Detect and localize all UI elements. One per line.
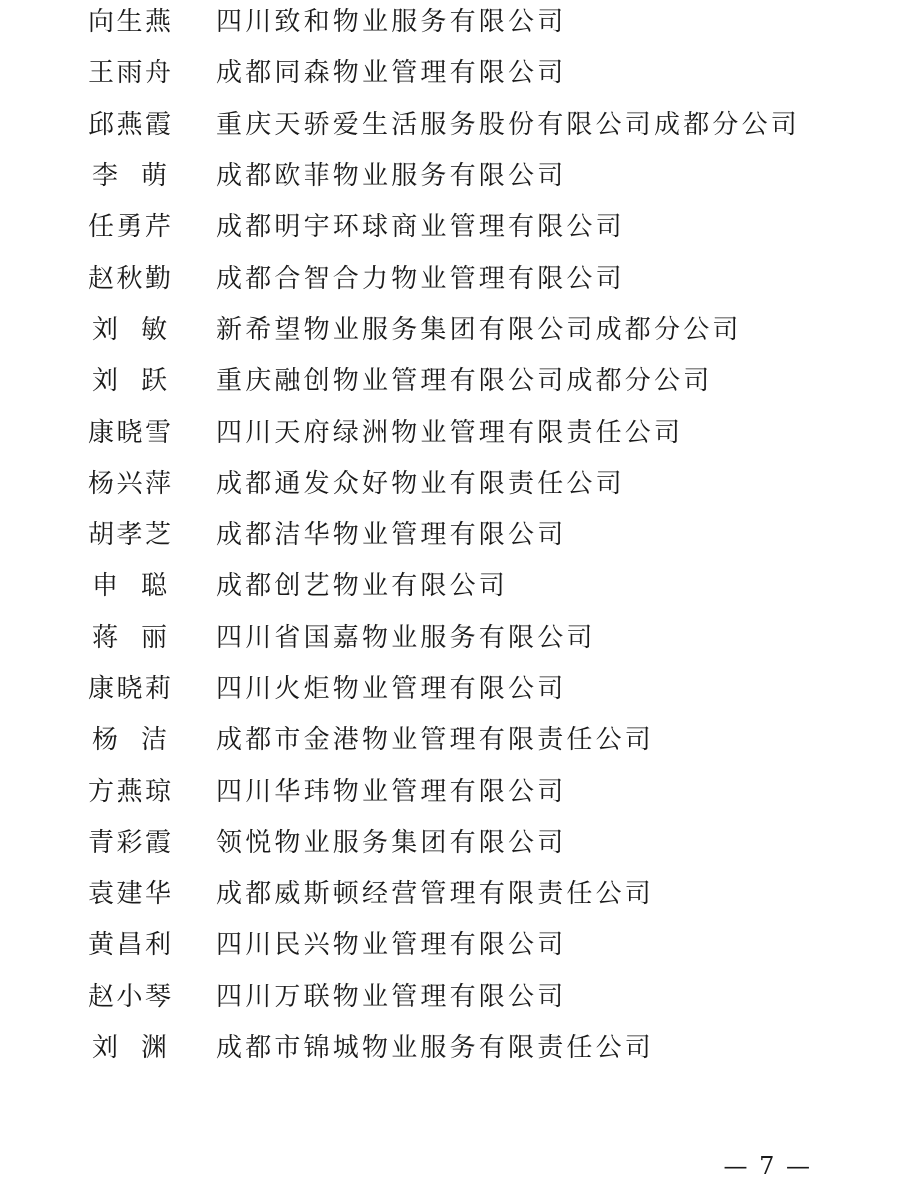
company-name: 成都洁华物业管理有限公司 bbox=[216, 520, 567, 551]
company-name: 四川华玮物业管理有限公司 bbox=[216, 776, 567, 807]
name-company-list bbox=[88, 0, 868, 1071]
list-item bbox=[88, 610, 868, 661]
person-name: 刘敏 bbox=[92, 314, 168, 345]
company-name: 新希望物业服务集团有限公司成都分公司 bbox=[216, 314, 742, 345]
person-name: 任勇芹 bbox=[88, 212, 172, 243]
person-name: 邱燕霞 bbox=[88, 109, 172, 140]
list-item bbox=[88, 866, 868, 917]
company-name: 重庆天骄爱生活服务股份有限公司成都分公司 bbox=[216, 109, 801, 140]
list-item bbox=[88, 97, 868, 148]
company-name: 重庆融创物业管理有限公司成都分公司 bbox=[216, 366, 713, 397]
page-number: — 7 — bbox=[723, 1152, 812, 1180]
person-name: 李萌 bbox=[92, 161, 168, 192]
list-item bbox=[88, 250, 868, 301]
list-item bbox=[88, 353, 868, 404]
person-name: 王雨舟 bbox=[88, 58, 172, 89]
list-item bbox=[88, 763, 868, 814]
list-item bbox=[88, 507, 868, 558]
company-name: 成都威斯顿经营管理有限责任公司 bbox=[216, 879, 655, 910]
person-name: 杨兴萍 bbox=[88, 468, 172, 499]
list-item bbox=[88, 404, 868, 455]
list-item bbox=[88, 302, 868, 353]
list-item bbox=[88, 1020, 868, 1071]
person-name: 向生燕 bbox=[88, 7, 172, 38]
person-name: 青彩霞 bbox=[88, 827, 172, 858]
list-item bbox=[88, 199, 868, 250]
person-name: 康晓雪 bbox=[88, 417, 172, 448]
list-item bbox=[88, 917, 868, 968]
company-name: 领悦物业服务集团有限公司 bbox=[216, 827, 567, 858]
company-name: 四川致和物业服务有限公司 bbox=[216, 7, 567, 38]
person-name: 刘跃 bbox=[92, 366, 168, 397]
person-name: 方燕琼 bbox=[88, 776, 172, 807]
company-name: 四川天府绿洲物业管理有限责任公司 bbox=[216, 417, 684, 448]
person-name: 刘渊 bbox=[92, 1033, 168, 1064]
company-name: 成都同森物业管理有限公司 bbox=[216, 58, 567, 89]
company-name: 成都通发众好物业有限责任公司 bbox=[216, 468, 625, 499]
list-item bbox=[88, 712, 868, 763]
list-item bbox=[88, 815, 868, 866]
person-name: 申聪 bbox=[92, 571, 168, 602]
company-name: 成都欧菲物业服务有限公司 bbox=[216, 161, 567, 192]
person-name: 赵小琴 bbox=[88, 981, 172, 1012]
company-name: 成都明宇环球商业管理有限公司 bbox=[216, 212, 625, 243]
person-name: 袁建华 bbox=[88, 879, 172, 910]
person-name: 蒋丽 bbox=[92, 622, 168, 653]
list-item bbox=[88, 969, 868, 1020]
person-name: 赵秋勤 bbox=[88, 263, 172, 294]
company-name: 四川民兴物业管理有限公司 bbox=[216, 930, 567, 961]
company-name: 四川省国嘉物业服务有限公司 bbox=[216, 622, 596, 653]
person-name: 胡孝芝 bbox=[88, 520, 172, 551]
company-name: 四川火炬物业管理有限公司 bbox=[216, 674, 567, 704]
list-item bbox=[88, 148, 868, 199]
person-name: 杨洁 bbox=[92, 725, 168, 756]
list-item bbox=[88, 45, 868, 96]
company-name: 成都合智合力物业管理有限公司 bbox=[216, 263, 625, 294]
list-item bbox=[88, 661, 868, 712]
list-item bbox=[88, 558, 868, 609]
person-name: 黄昌利 bbox=[88, 930, 172, 961]
person-name: 康晓莉 bbox=[88, 674, 172, 704]
company-name: 成都市锦城物业服务有限责任公司 bbox=[216, 1033, 655, 1064]
list-item bbox=[88, 456, 868, 507]
list-item bbox=[88, 0, 868, 45]
company-name: 成都市金港物业管理有限责任公司 bbox=[216, 725, 655, 756]
company-name: 成都创艺物业有限公司 bbox=[216, 571, 509, 602]
company-name: 四川万联物业管理有限公司 bbox=[216, 981, 567, 1012]
